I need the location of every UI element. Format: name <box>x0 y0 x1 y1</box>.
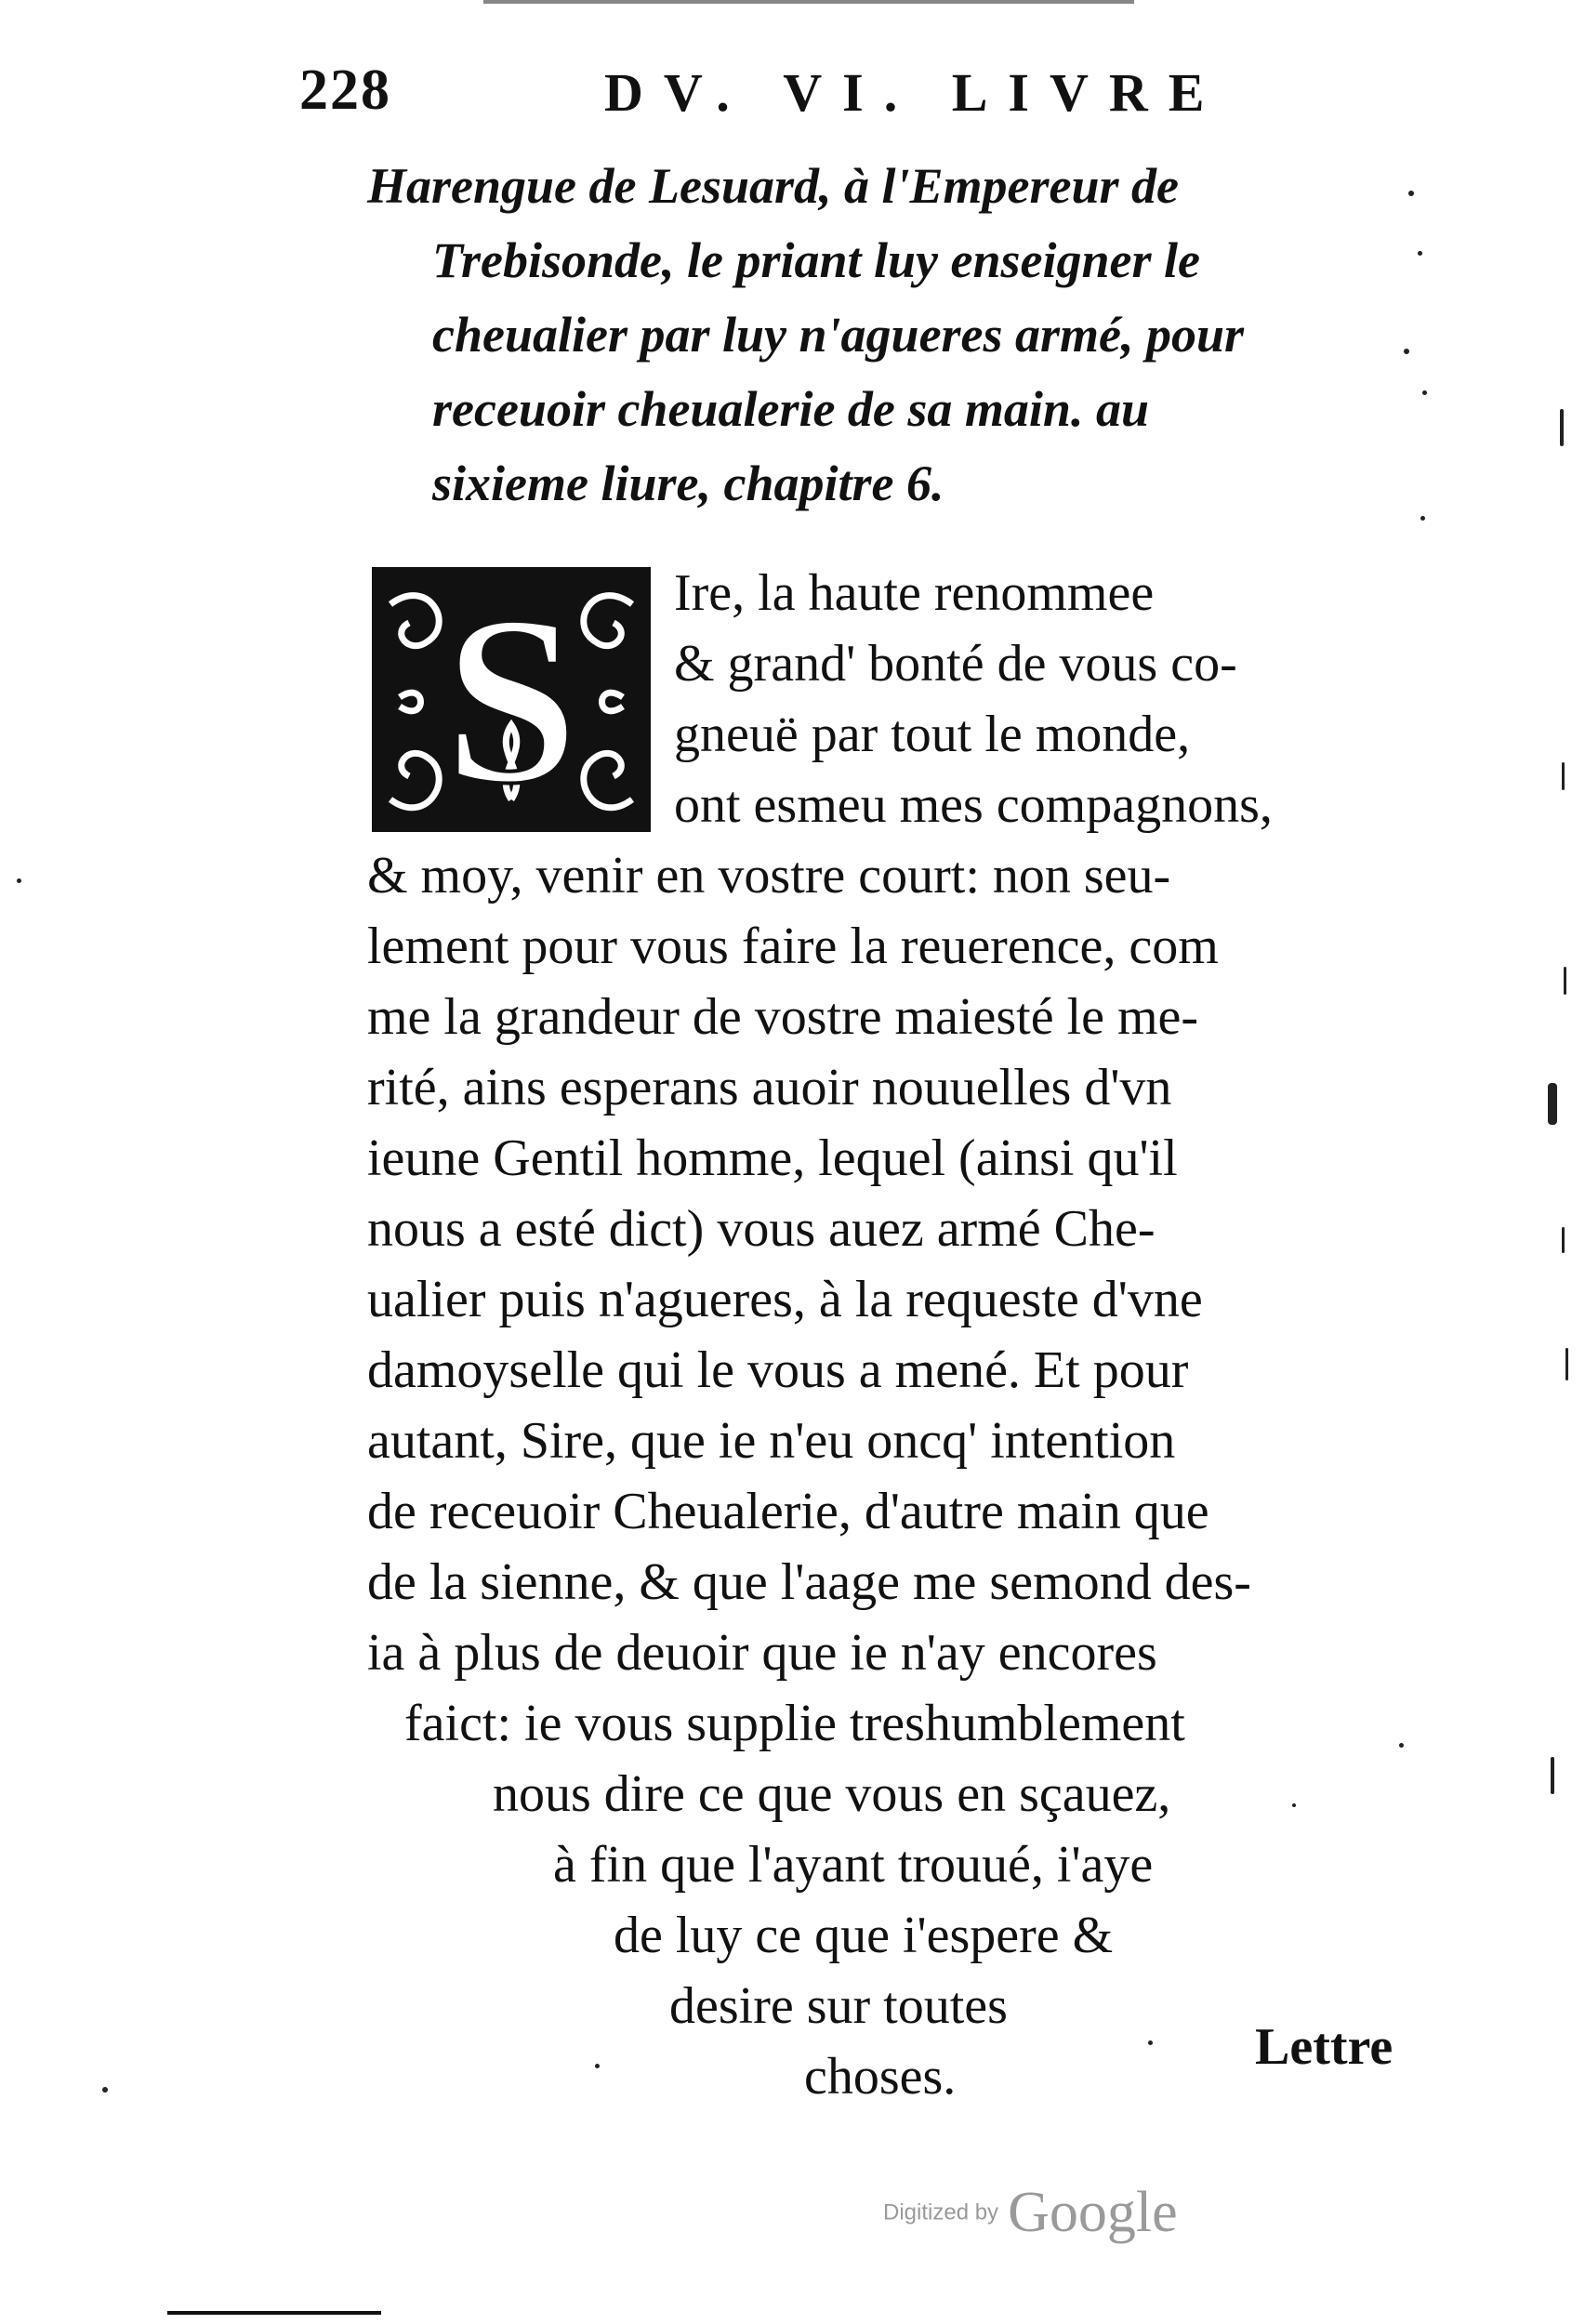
caption-line: receuoir cheualerie de sa main. au <box>432 381 1149 437</box>
body-line: damoyselle qui le vous a mené. Et pour <box>367 1341 1189 1399</box>
chapter-caption <box>367 149 1436 521</box>
caption-line: Trebisonde, le priant luy enseigner le <box>432 232 1200 288</box>
body-line: de la sienne, & que l'aage me semond des- <box>367 1553 1251 1611</box>
body-line: ia à plus de deuoir que ie n'ay encores <box>367 1624 1157 1682</box>
running-title: DV. VI. LIVRE <box>604 62 1225 123</box>
body-line: de luy ce que i'espere & <box>614 1907 1114 1964</box>
body-line: Ire, la haute renommee <box>674 564 1155 622</box>
body-line: nous a esté dict) vous auez armé Che- <box>367 1200 1156 1258</box>
page-number: 228 <box>299 59 391 122</box>
drop-cap-letter: S <box>443 567 579 832</box>
watermark-prefix: Digitized by <box>883 2199 999 2225</box>
body-line: ont esmeu mes compagnons, <box>674 776 1273 834</box>
page-header <box>0 58 1585 132</box>
body-line: ieune Gentil homme, lequel (ainsi qu'il <box>367 1129 1178 1187</box>
caption-line: sixieme liure, chapitre 6. <box>432 456 944 511</box>
body-line: autant, Sire, que ie n'eu oncq' intention <box>367 1412 1176 1470</box>
body-line: & grand' bonté de vous co- <box>674 635 1237 693</box>
body-line: choses. <box>804 2048 957 2106</box>
body-line: faict: ie vous supplie treshumblement <box>404 1695 1185 1752</box>
body-text <box>367 558 1446 2112</box>
body-line: nous dire ce que vous en sçauez, <box>493 1765 1171 1823</box>
body-line: ualier puis n'agueres, à la requeste d'vne <box>367 1271 1203 1328</box>
caption-line: cheualier par luy n'agueres armé, pour <box>432 307 1245 363</box>
body-line: lement pour vous faire la reuerence, com <box>367 918 1219 975</box>
caption-line: Harengue de Lesuard, à l'Empereur de <box>367 158 1179 214</box>
watermark-logo: Google <box>1008 2181 1178 2244</box>
body-line: desire sur toutes <box>669 1977 1008 2035</box>
body-line: à fin que l'ayant trouué, i'aye <box>553 1836 1154 1894</box>
catchword: Lettre <box>1255 2018 1393 2076</box>
body-line: gneuë par tout le monde, <box>674 706 1191 763</box>
body-line: & moy, venir en vostre court: non seu- <box>367 847 1171 905</box>
digitized-watermark <box>883 2180 1178 2246</box>
body-line: me la grandeur de vostre maiesté le me- <box>367 988 1199 1046</box>
top-scan-edge <box>483 0 1134 11</box>
body-line: de receuoir Cheualerie, d'autre main que <box>367 1483 1209 1540</box>
body-line: rité, ains esperans auoir nouuelles d'vn <box>367 1059 1172 1116</box>
bottom-scan-edge <box>167 2311 381 2315</box>
